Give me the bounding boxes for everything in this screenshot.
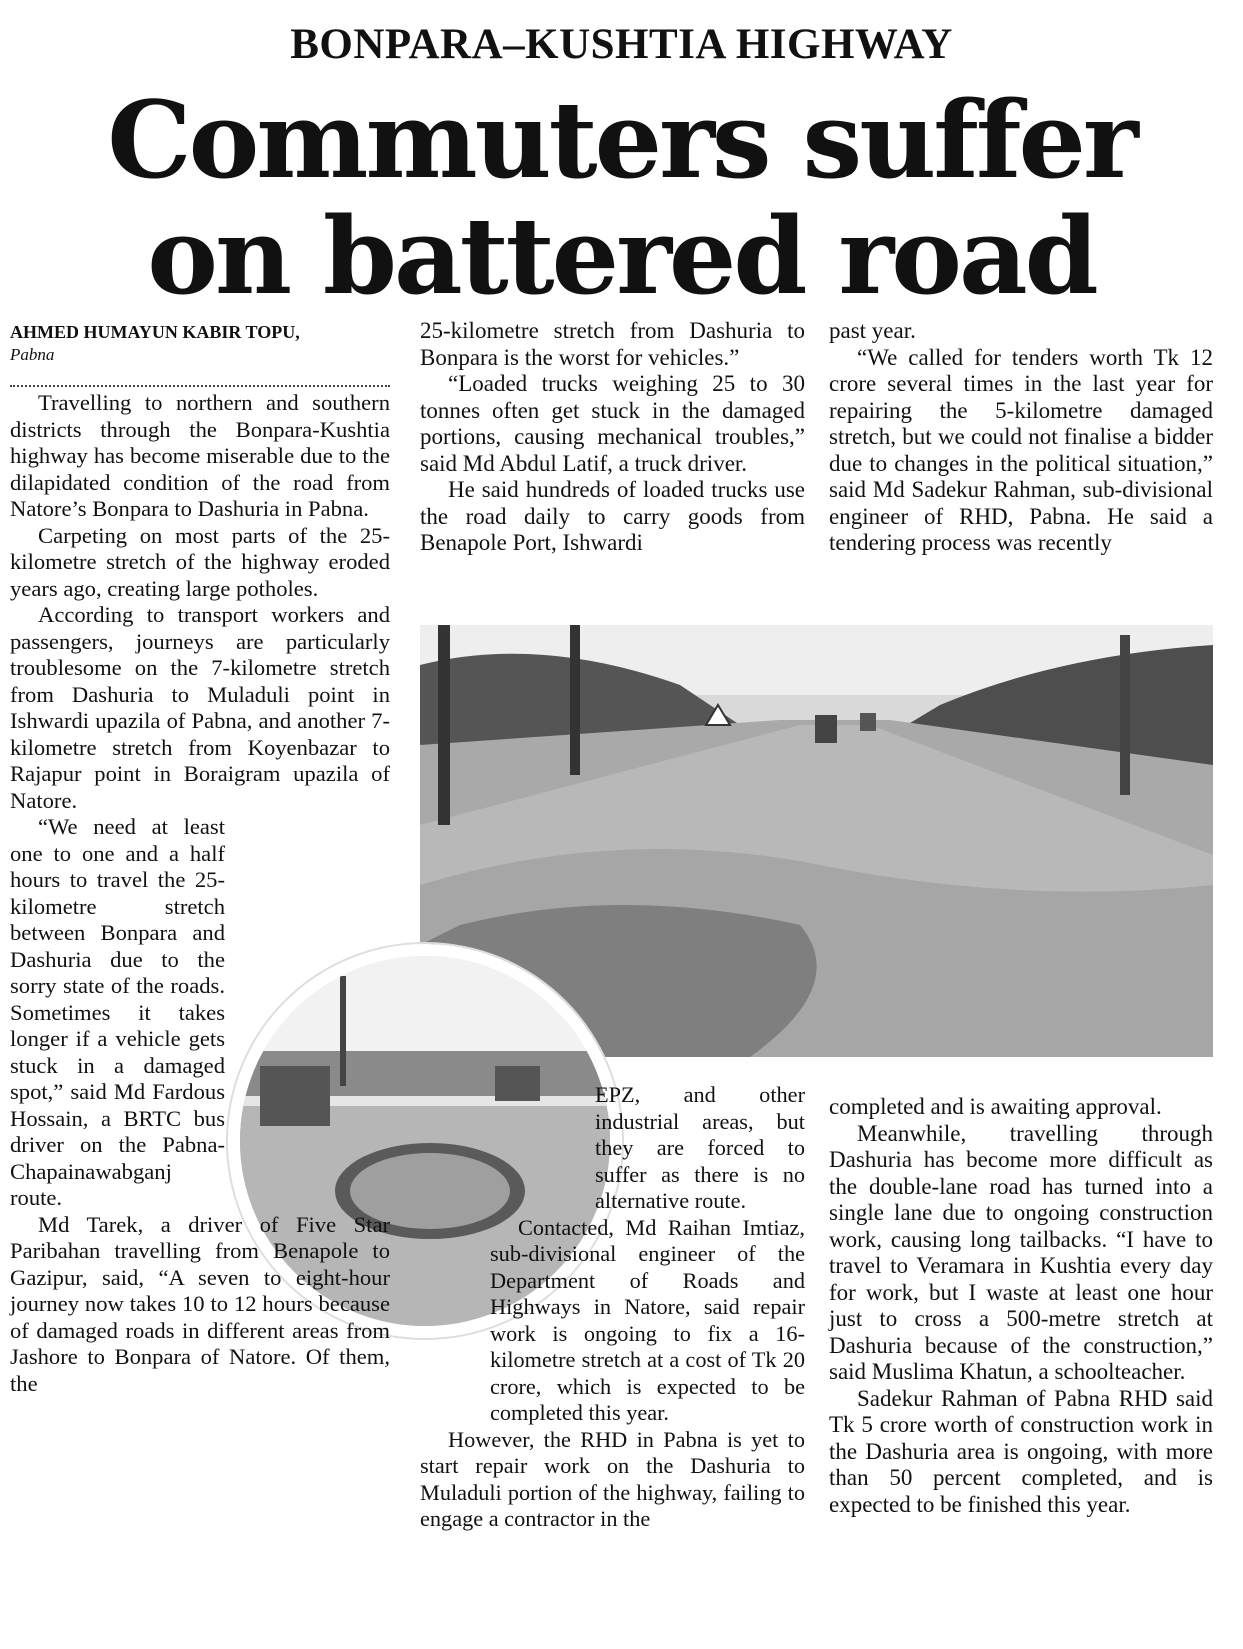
col2-paragraph: 25-kilometre stretch from Dashuria to Bonpara is the worst for vehicles.” <box>420 318 805 370</box>
col2b-paragraph: Contacted, Md Raihan Imtiaz, sub-divisional engineer of the Department of Roads and Highways in Natore, said repair work is ongoing to fix a 16-kilometre stretch at a cost of Tk 20 crore, which is expected to be completed this year. <box>490 1214 805 1425</box>
dotted-divider <box>10 385 390 387</box>
col2-paragraph: “Loaded trucks weighing 25 to 30 tonnes often get stuck in the damaged portions, causing mechanical troubles,” said Md Abdul Latif, a truck driver. <box>420 371 805 476</box>
col1-paragraph: Carpeting on most parts of the 25-kilometre stretch of the highway eroded years ago, creating large potholes. <box>10 522 390 601</box>
byline-place: Pabna <box>10 345 55 364</box>
column-3 <box>829 318 1213 557</box>
column-3-lower <box>829 1094 1213 1518</box>
col2-paragraph: He said hundreds of loaded trucks use the road daily to carry goods from Benapole Port, Ishwardi <box>420 477 805 555</box>
headline-line-2: on battered road <box>147 193 1096 318</box>
col3b-paragraph: completed and is awaiting approval. <box>829 1094 1162 1119</box>
col2b-paragraph: EPZ, and other industrial areas, but they are forced to suffer as there is no alternative route. <box>595 1082 805 1213</box>
column-1 <box>10 390 390 1397</box>
headline <box>0 77 1243 318</box>
col3-paragraph: past year. <box>829 318 916 343</box>
byline-name: AHMED HUMAYUN KABIR TOPU, <box>10 322 300 342</box>
kicker: BONPARA–KUSHTIA HIGHWAY <box>290 21 953 68</box>
col1-paragraph: Travelling to northern and southern districts through the Bonpara-Kushtia highway has become miserable due to the dilapidated condition of the road from Natore’s Bonpara to Dashuria in Pabna. <box>10 390 390 521</box>
column-2 <box>420 318 805 557</box>
col1-paragraph: Md Tarek, a driver of Five Star Paribahan travelling from Benapole to Gazipur, said, “A seven to eight-hour journey now takes 10 to 12 hours because of damaged roads in different areas from Jashore to Bonpara of Natore. Of them, the <box>10 1211 390 1396</box>
col2b-paragraph: However, the RHD in Pabna is yet to start repair work on the Dashuria to Muladuli portion of the highway, failing to engage a contractor in the <box>420 1426 805 1531</box>
col3-paragraph: “We called for tenders worth Tk 12 crore several times in the last year for repairing the 5-kilometre damaged stretch, but we could not finalise a bidder due to changes in the political situation,” said Md Sadekur Rahman, sub-divisional engineer of RHD, Pabna. He said a tendering process was recently <box>829 344 1213 555</box>
col3b-paragraph: Meanwhile, travelling through Dashuria has become more difficult as the double-lane road has turned into a single lane due to ongoing construction work, causing long tailbacks. “I have to travel to Veramara in Kushtia every day for work, but I waste at least one hour just to cross a 500-metre stretch at Dashuria because of the construction,” said Muslima Khatun, a schoolteacher. <box>829 1120 1213 1384</box>
headline-line-1: Commuters suffer <box>107 77 1136 202</box>
byline <box>10 322 390 365</box>
col3b-paragraph: Sadekur Rahman of Pabna RHD said Tk 5 crore worth of construction work in the Dashuria area is ongoing, with more than 50 percent completed, and is expected to be finished this year. <box>829 1385 1213 1517</box>
col1-paragraph: “We need at least one to one and a half hours to travel the 25-kilometre stretch between Bonpara and Dashuria due to the sorry state of the roads. Sometimes it takes longer if a vehicle gets stuck in a damaged spot,” said Md Fardous Hossain, a BRTC bus driver on the Pabna-Chapainawabganj route. <box>10 814 225 1210</box>
col1-paragraph: According to transport workers and passengers, journeys are particularly troublesome on the 7-kilometre stretch from Dashuria to Muladuli point in Ishwardi upazila of Pabna, and another 7-kilometre stretch from Koyenbazar to Rajapur point in Boraigram upazila of Natore. <box>10 602 390 813</box>
column-2-lower <box>420 1082 805 1533</box>
